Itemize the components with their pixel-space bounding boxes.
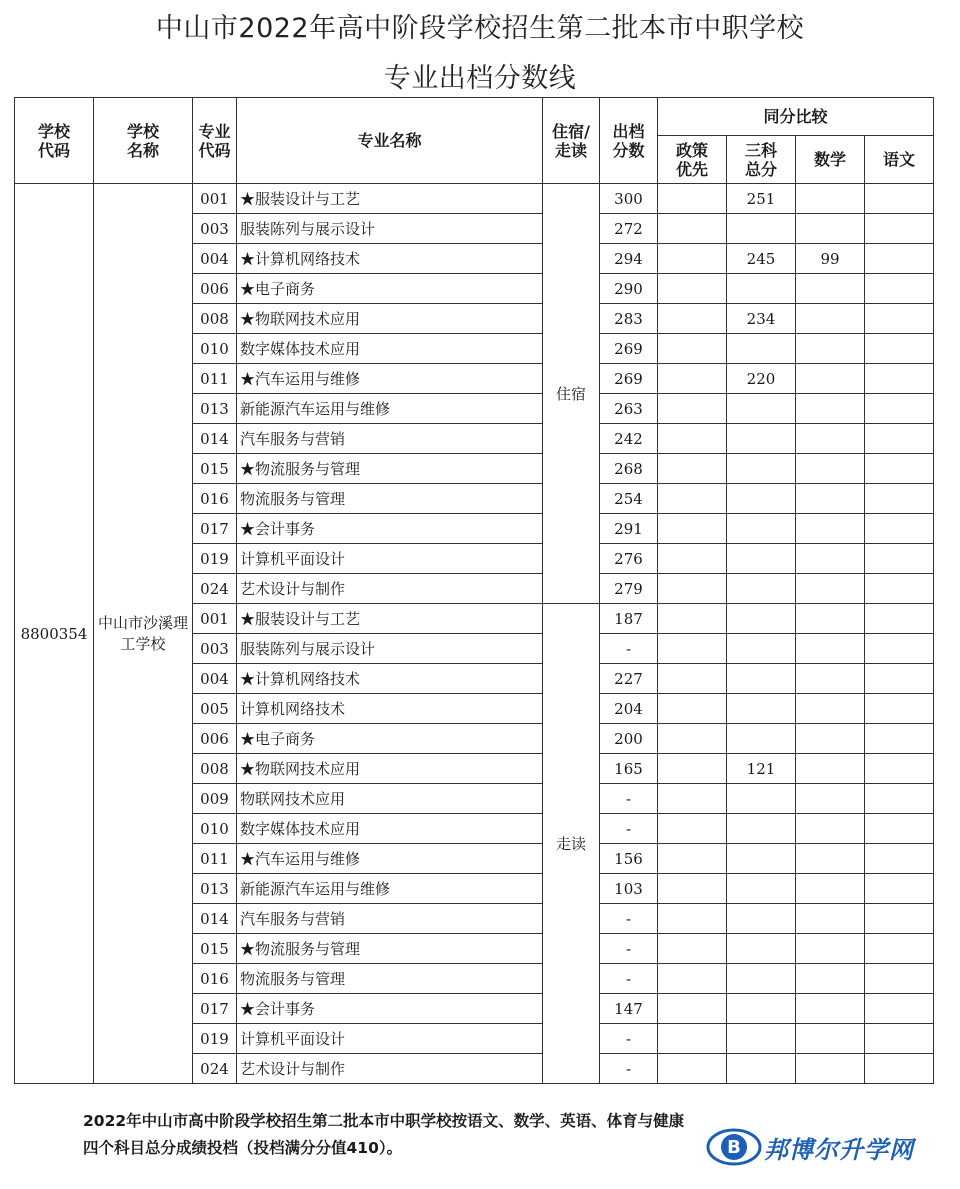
watermark	[706, 1122, 914, 1172]
three-total-cell	[727, 934, 796, 964]
policy-cell	[658, 1024, 727, 1054]
math-cell	[796, 814, 865, 844]
chinese-cell	[865, 844, 934, 874]
header-policy: 政策优先	[658, 136, 727, 184]
three-total-cell	[727, 634, 796, 664]
math-cell	[796, 934, 865, 964]
major-name-cell: ★电子商务	[237, 274, 543, 304]
major-code-cell: 016	[193, 484, 237, 514]
major-name-cell: 汽车服务与营销	[237, 424, 543, 454]
header-major-code: 专业代码	[193, 98, 237, 184]
policy-cell	[658, 814, 727, 844]
chinese-cell	[865, 304, 934, 334]
math-cell	[796, 724, 865, 754]
three-total-cell	[727, 994, 796, 1024]
math-cell	[796, 1024, 865, 1054]
three-total-cell	[727, 604, 796, 634]
score-cell: -	[600, 784, 658, 814]
score-cell: -	[600, 904, 658, 934]
header-score: 出档分数	[600, 98, 658, 184]
three-total-cell	[727, 214, 796, 244]
policy-cell	[658, 244, 727, 274]
header-math: 数学	[796, 136, 865, 184]
three-total-cell: 220	[727, 364, 796, 394]
policy-cell	[658, 934, 727, 964]
chinese-cell	[865, 184, 934, 214]
policy-cell	[658, 694, 727, 724]
score-cell: 227	[600, 664, 658, 694]
score-cell: -	[600, 1024, 658, 1054]
major-name-cell: 艺术设计与制作	[237, 574, 543, 604]
header-school-name: 学校名称	[94, 98, 193, 184]
score-cell: -	[600, 964, 658, 994]
major-code-cell: 015	[193, 934, 237, 964]
major-name-cell: 物流服务与管理	[237, 964, 543, 994]
math-cell	[796, 184, 865, 214]
score-table	[14, 97, 934, 1084]
major-code-cell: 006	[193, 274, 237, 304]
footnote-line2: 四个科目总分成绩投档（投档满分分值410）。	[83, 1139, 403, 1157]
major-name-cell: 汽车服务与营销	[237, 904, 543, 934]
math-cell	[796, 1054, 865, 1084]
major-code-cell: 004	[193, 664, 237, 694]
major-code-cell: 009	[193, 784, 237, 814]
three-total-cell: 245	[727, 244, 796, 274]
chinese-cell	[865, 424, 934, 454]
major-name-cell: 服装陈列与展示设计	[237, 214, 543, 244]
major-name-cell: ★计算机网络技术	[237, 244, 543, 274]
table-row	[15, 184, 934, 214]
header-major-name: 专业名称	[237, 98, 543, 184]
major-name-cell: 物流服务与管理	[237, 484, 543, 514]
policy-cell	[658, 304, 727, 334]
score-cell: 200	[600, 724, 658, 754]
three-total-cell	[727, 964, 796, 994]
score-cell: 283	[600, 304, 658, 334]
major-name-cell: ★物流服务与管理	[237, 454, 543, 484]
major-name-cell: 服装陈列与展示设计	[237, 634, 543, 664]
major-code-cell: 005	[193, 694, 237, 724]
major-name-cell: ★物联网技术应用	[237, 754, 543, 784]
score-cell: 294	[600, 244, 658, 274]
math-cell	[796, 334, 865, 364]
policy-cell	[658, 454, 727, 484]
three-total-cell	[727, 874, 796, 904]
policy-cell	[658, 784, 727, 814]
chinese-cell	[865, 394, 934, 424]
policy-cell	[658, 754, 727, 784]
major-name-cell: ★物流服务与管理	[237, 934, 543, 964]
score-cell: 291	[600, 514, 658, 544]
chinese-cell	[865, 574, 934, 604]
math-cell	[796, 424, 865, 454]
policy-cell	[658, 604, 727, 634]
header-three-total: 三科总分	[727, 136, 796, 184]
major-name-cell: 计算机平面设计	[237, 544, 543, 574]
policy-cell	[658, 334, 727, 364]
chinese-cell	[865, 274, 934, 304]
major-code-cell: 010	[193, 814, 237, 844]
math-cell	[796, 874, 865, 904]
score-cell: 242	[600, 424, 658, 454]
table-body	[15, 184, 934, 1084]
score-cell: 165	[600, 754, 658, 784]
major-name-cell: ★计算机网络技术	[237, 664, 543, 694]
math-cell	[796, 994, 865, 1024]
page-subtitle: 专业出档分数线	[383, 63, 577, 94]
major-code-cell: 014	[193, 904, 237, 934]
chinese-cell	[865, 544, 934, 574]
major-name-cell: 计算机平面设计	[237, 1024, 543, 1054]
header-tie-group: 同分比较	[658, 98, 934, 136]
major-code-cell: 010	[193, 334, 237, 364]
major-code-cell: 013	[193, 874, 237, 904]
chinese-cell	[865, 364, 934, 394]
major-code-cell: 017	[193, 514, 237, 544]
math-cell	[796, 484, 865, 514]
math-cell	[796, 544, 865, 574]
three-total-cell: 234	[727, 304, 796, 334]
chinese-cell	[865, 604, 934, 634]
policy-cell	[658, 394, 727, 424]
three-total-cell: 121	[727, 754, 796, 784]
school-code-cell: 8800354	[15, 184, 94, 1084]
score-cell: 263	[600, 394, 658, 424]
major-code-cell: 019	[193, 1024, 237, 1054]
three-total-cell	[727, 1054, 796, 1084]
major-code-cell: 011	[193, 364, 237, 394]
major-name-cell: 数字媒体技术应用	[237, 814, 543, 844]
chinese-cell	[865, 934, 934, 964]
policy-cell	[658, 634, 727, 664]
major-code-cell: 024	[193, 574, 237, 604]
school-name-cell: 中山市沙溪理工学校	[94, 184, 193, 1084]
three-total-cell	[727, 664, 796, 694]
math-cell	[796, 574, 865, 604]
score-cell: 272	[600, 214, 658, 244]
chinese-cell	[865, 1054, 934, 1084]
math-cell	[796, 784, 865, 814]
chinese-cell	[865, 964, 934, 994]
header-boarding: 住宿/走读	[543, 98, 600, 184]
major-code-cell: 003	[193, 214, 237, 244]
three-total-cell	[727, 574, 796, 604]
three-total-cell	[727, 484, 796, 514]
policy-cell	[658, 514, 727, 544]
score-cell: -	[600, 1054, 658, 1084]
page-title: 中山市2022年高中阶段学校招生第二批本市中职学校	[155, 13, 805, 44]
three-total-cell	[727, 274, 796, 304]
policy-cell	[658, 484, 727, 514]
math-cell	[796, 904, 865, 934]
math-cell	[796, 964, 865, 994]
policy-cell	[658, 544, 727, 574]
score-cell: 268	[600, 454, 658, 484]
chinese-cell	[865, 454, 934, 484]
score-cell: 147	[600, 994, 658, 1024]
chinese-cell	[865, 214, 934, 244]
boarding-mode-cell: 走读	[543, 604, 600, 1084]
score-cell: 279	[600, 574, 658, 604]
math-cell	[796, 274, 865, 304]
three-total-cell	[727, 334, 796, 364]
score-cell: 103	[600, 874, 658, 904]
major-name-cell: ★汽车运用与维修	[237, 844, 543, 874]
math-cell	[796, 604, 865, 634]
major-name-cell: 计算机网络技术	[237, 694, 543, 724]
major-code-cell: 017	[193, 994, 237, 1024]
math-cell	[796, 844, 865, 874]
policy-cell	[658, 664, 727, 694]
three-total-cell	[727, 544, 796, 574]
three-total-cell	[727, 1024, 796, 1054]
math-cell	[796, 634, 865, 664]
header-school-code: 学校代码	[15, 98, 94, 184]
major-name-cell: ★电子商务	[237, 724, 543, 754]
major-code-cell: 006	[193, 724, 237, 754]
chinese-cell	[865, 694, 934, 724]
math-cell	[796, 364, 865, 394]
chinese-cell	[865, 754, 934, 784]
major-code-cell: 011	[193, 844, 237, 874]
three-total-cell	[727, 724, 796, 754]
major-name-cell: ★服装设计与工艺	[237, 604, 543, 634]
policy-cell	[658, 424, 727, 454]
math-cell	[796, 304, 865, 334]
three-total-cell	[727, 514, 796, 544]
major-name-cell: 艺术设计与制作	[237, 1054, 543, 1084]
major-code-cell: 001	[193, 184, 237, 214]
major-name-cell: 新能源汽车运用与维修	[237, 394, 543, 424]
major-code-cell: 004	[193, 244, 237, 274]
major-code-cell: 015	[193, 454, 237, 484]
math-cell	[796, 394, 865, 424]
major-code-cell: 019	[193, 544, 237, 574]
score-cell: 187	[600, 604, 658, 634]
score-cell: -	[600, 634, 658, 664]
chinese-cell	[865, 904, 934, 934]
policy-cell	[658, 844, 727, 874]
major-code-cell: 003	[193, 634, 237, 664]
header-chinese: 语文	[865, 136, 934, 184]
policy-cell	[658, 184, 727, 214]
math-cell	[796, 694, 865, 724]
boarding-mode-cell: 住宿	[543, 184, 600, 604]
policy-cell	[658, 274, 727, 304]
three-total-cell: 251	[727, 184, 796, 214]
chinese-cell	[865, 334, 934, 364]
score-cell: 300	[600, 184, 658, 214]
chinese-cell	[865, 634, 934, 664]
major-code-cell: 013	[193, 394, 237, 424]
score-cell: 269	[600, 334, 658, 364]
score-cell: 156	[600, 844, 658, 874]
brand-logo-letter: B	[727, 1137, 741, 1158]
three-total-cell	[727, 784, 796, 814]
policy-cell	[658, 574, 727, 604]
major-code-cell: 014	[193, 424, 237, 454]
major-code-cell: 024	[193, 1054, 237, 1084]
score-cell: -	[600, 934, 658, 964]
chinese-cell	[865, 814, 934, 844]
math-cell	[796, 454, 865, 484]
major-name-cell: 新能源汽车运用与维修	[237, 874, 543, 904]
policy-cell	[658, 214, 727, 244]
major-code-cell: 016	[193, 964, 237, 994]
math-cell: 99	[796, 244, 865, 274]
policy-cell	[658, 994, 727, 1024]
brand-name: 邦博尔升学网	[764, 1135, 914, 1164]
footnote-line1: 2022年中山市高中阶段学校招生第二批本市中职学校按语文、数学、英语、体育与健康	[83, 1112, 685, 1130]
chinese-cell	[865, 1024, 934, 1054]
three-total-cell	[727, 424, 796, 454]
three-total-cell	[727, 844, 796, 874]
three-total-cell	[727, 394, 796, 424]
major-name-cell: ★服装设计与工艺	[237, 184, 543, 214]
score-cell: -	[600, 814, 658, 844]
major-name-cell: 物联网技术应用	[237, 784, 543, 814]
three-total-cell	[727, 904, 796, 934]
chinese-cell	[865, 874, 934, 904]
math-cell	[796, 214, 865, 244]
score-cell: 276	[600, 544, 658, 574]
major-name-cell: ★会计事务	[237, 514, 543, 544]
policy-cell	[658, 904, 727, 934]
policy-cell	[658, 1054, 727, 1084]
major-name-cell: ★物联网技术应用	[237, 304, 543, 334]
policy-cell	[658, 364, 727, 394]
policy-cell	[658, 964, 727, 994]
three-total-cell	[727, 454, 796, 484]
math-cell	[796, 664, 865, 694]
score-cell: 269	[600, 364, 658, 394]
chinese-cell	[865, 784, 934, 814]
three-total-cell	[727, 694, 796, 724]
major-code-cell: 008	[193, 754, 237, 784]
major-name-cell: 数字媒体技术应用	[237, 334, 543, 364]
chinese-cell	[865, 994, 934, 1024]
three-total-cell	[727, 814, 796, 844]
major-name-cell: ★汽车运用与维修	[237, 364, 543, 394]
math-cell	[796, 754, 865, 784]
chinese-cell	[865, 514, 934, 544]
score-cell: 290	[600, 274, 658, 304]
score-cell: 204	[600, 694, 658, 724]
major-name-cell: ★会计事务	[237, 994, 543, 1024]
score-cell: 254	[600, 484, 658, 514]
chinese-cell	[865, 484, 934, 514]
chinese-cell	[865, 244, 934, 274]
policy-cell	[658, 874, 727, 904]
chinese-cell	[865, 724, 934, 754]
major-code-cell: 008	[193, 304, 237, 334]
math-cell	[796, 514, 865, 544]
major-code-cell: 001	[193, 604, 237, 634]
policy-cell	[658, 724, 727, 754]
chinese-cell	[865, 664, 934, 694]
brand-logo-icon	[706, 1125, 762, 1169]
